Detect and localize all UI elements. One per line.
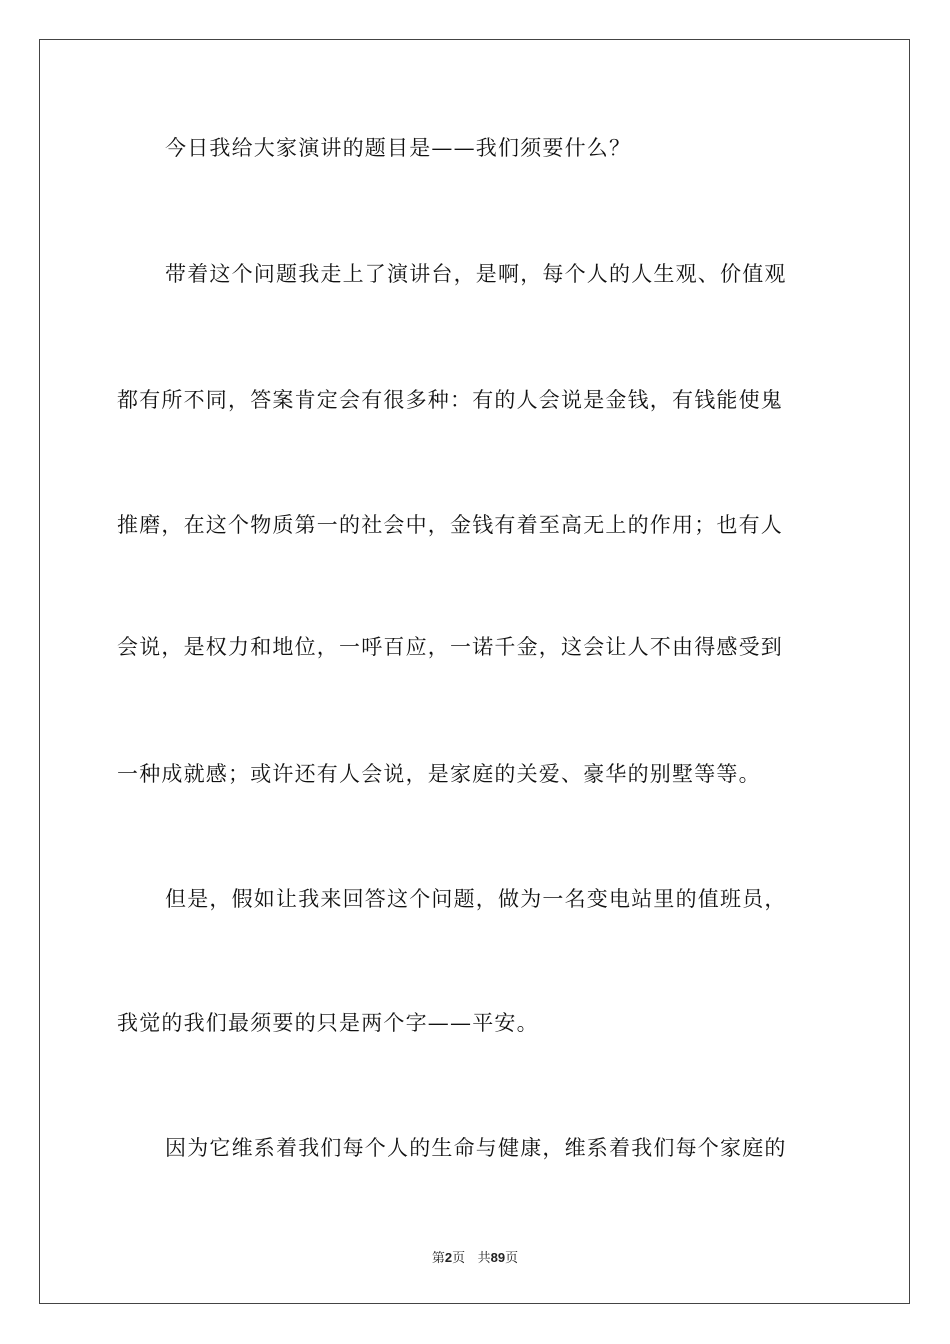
paragraph-line: 因为它维系着我们每个人的生命与健康，维系着我们每个家庭的	[165, 1136, 787, 1160]
total-pages: 89	[490, 1250, 506, 1265]
page-border	[39, 39, 910, 1304]
page-prefix: 第	[431, 1251, 445, 1266]
paragraph-line: 会说，是权力和地位，一呼百应，一诺千金，这会让人不由得感受到	[117, 635, 783, 659]
page-suffix: 页	[452, 1251, 466, 1266]
paragraph-line: 推磨，在这个物质第一的社会中，金钱有着至高无上的作用；也有人	[117, 513, 783, 537]
page-number: 2	[444, 1250, 453, 1265]
paragraph-line: 一种成就感；或许还有人会说，是家庭的关爱、豪华的别墅等等。	[117, 762, 761, 786]
paragraph-line: 我觉的我们最须要的只是两个字——平安。	[117, 1011, 539, 1035]
total-suffix: 页	[505, 1251, 519, 1266]
paragraph-line: 带着这个问题我走上了演讲台，是啊，每个人的人生观、价值观	[165, 262, 787, 286]
paragraph-line: 都有所不同，答案肯定会有很多种：有的人会说是金钱，有钱能使鬼	[117, 388, 783, 412]
total-prefix: 共	[477, 1251, 491, 1266]
paragraph-line: 但是，假如让我来回答这个问题，做为一名变电站里的值班员，	[165, 887, 787, 911]
paragraph-line: 今日我给大家演讲的题目是——我们须要什么？	[165, 136, 632, 160]
page-footer	[0, 1247, 950, 1266]
